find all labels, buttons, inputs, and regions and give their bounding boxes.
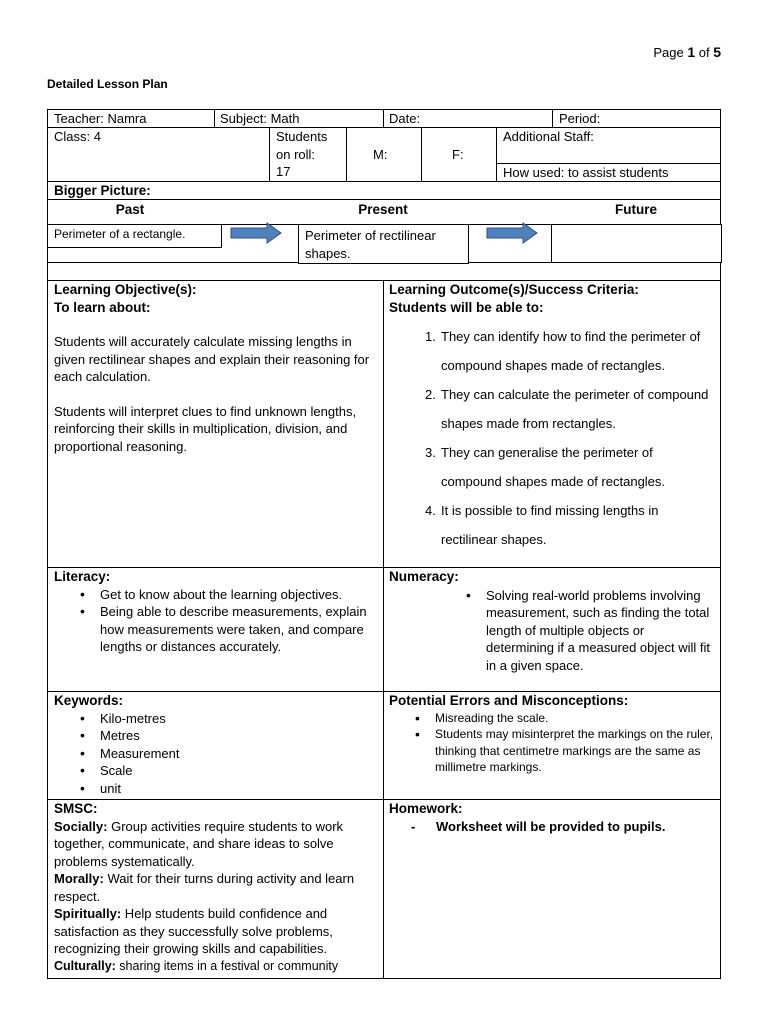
learning-outcomes-subtitle: Students will be able to: (389, 299, 544, 315)
homework-section (389, 800, 715, 835)
learning-objectives (54, 281, 376, 455)
objective-paragraph: Students will accurately calculate missing lengths in given rectilinear shapes and explain their reasoning for each calculation. (54, 334, 370, 384)
past-box: Perimeter of a rectangle. (47, 224, 222, 248)
objective-paragraph: Students will interpret clues to find unknown lengths, reinforcing their skills in multiplication, division, and proportional reasoning. (54, 403, 357, 454)
literacy-title: Literacy: (54, 569, 111, 584)
class-field: Class: 4 (54, 129, 101, 144)
arrow-right-icon (485, 222, 539, 244)
learning-objectives-title: Learning Objective(s): (54, 282, 197, 297)
additional-staff: Additional Staff: (503, 129, 594, 144)
list-item: • Get to know about the learning objectives. (54, 586, 376, 604)
list-item: • Measurement (54, 745, 376, 763)
past-label: Past (115, 202, 145, 217)
list-item: • Metres (54, 727, 376, 745)
list-item: • Kilo-metres (54, 710, 376, 728)
subject-field: Subject: Math (220, 111, 300, 126)
learning-objectives-subtitle: To learn about: (54, 299, 151, 315)
misconceptions-title: Potential Errors and Misconceptions: (389, 693, 629, 708)
keywords-section (54, 692, 376, 797)
present-box: Perimeter of rectilinear shapes. (298, 224, 469, 264)
smsc-section (54, 800, 378, 975)
page-number: Page 1 of 5 (653, 44, 721, 60)
list-item: • Scale (54, 762, 376, 780)
period-field: Period: (559, 111, 601, 126)
smsc-socially: Socially: Group activities require students to work together, communicate, and share ideas to solve problems systematically. (54, 818, 344, 869)
list-item: 2. They can calculate the perimeter of compound shapes made from rectangles. (425, 387, 709, 431)
arrow-right-icon (229, 222, 283, 244)
future-box (551, 224, 722, 263)
future-label: Future (615, 202, 657, 217)
list-item: • Being able to describe measurements, explain how measurements were taken, and compare lengths or distances accurately. (54, 603, 376, 656)
list-item: • Students may misinterpret the markings on the ruler, thinking that centimetre markings are the same as millimetre markings. (389, 726, 716, 776)
homework-title: Homework: (389, 801, 463, 816)
document-title: Detailed Lesson Plan (47, 77, 168, 91)
smsc-title: SMSC: (54, 801, 98, 816)
list-item: 4. It is possible to find missing lengths in rectilinear shapes. (425, 503, 659, 547)
literacy-section (54, 568, 376, 656)
list-item: 3. They can generalise the perimeter of compound shapes made of rectangles. (425, 445, 666, 489)
list-item: • Solving real-world problems involving measurement, such as finding the total length of multiple objects or determining if a measured object will fit in a given space. (440, 587, 715, 675)
homework-item: - Worksheet will be provided to pupils. (411, 818, 666, 834)
keywords-title: Keywords: (54, 693, 124, 708)
students-on-roll: Students on roll: 17 (276, 129, 328, 179)
misconceptions-section (389, 692, 716, 776)
list-item: • unit (54, 780, 376, 798)
male-count: M: (373, 147, 388, 162)
smsc-morally: Morally: Wait for their turns during activity and learn respect. (54, 871, 355, 904)
bigger-picture-title: Bigger Picture: (54, 183, 151, 198)
present-label: Present (358, 202, 408, 217)
smsc-culturally: Culturally: sharing items in a festival or community (54, 958, 339, 973)
smsc-spiritually: Spiritually: Help students build confidence and satisfaction as they successfully solve problems, recognizing their growing skills and capabilities. (54, 906, 333, 956)
date-field: Date: (389, 111, 421, 126)
list-item: 1. They can identify how to find the perimeter of compound shapes made of rectangles. (425, 329, 701, 373)
list-item: • Misreading the scale. (389, 710, 716, 727)
numeracy-title: Numeracy: (389, 569, 459, 584)
learning-outcomes (389, 281, 715, 554)
numeracy-section (389, 568, 715, 674)
female-count: F: (452, 147, 464, 162)
teacher-field: Teacher: Namra (54, 111, 147, 126)
learning-outcomes-title: Learning Outcome(s)/Success Criteria: (389, 282, 639, 297)
how-used: How used: to assist students (503, 165, 669, 180)
